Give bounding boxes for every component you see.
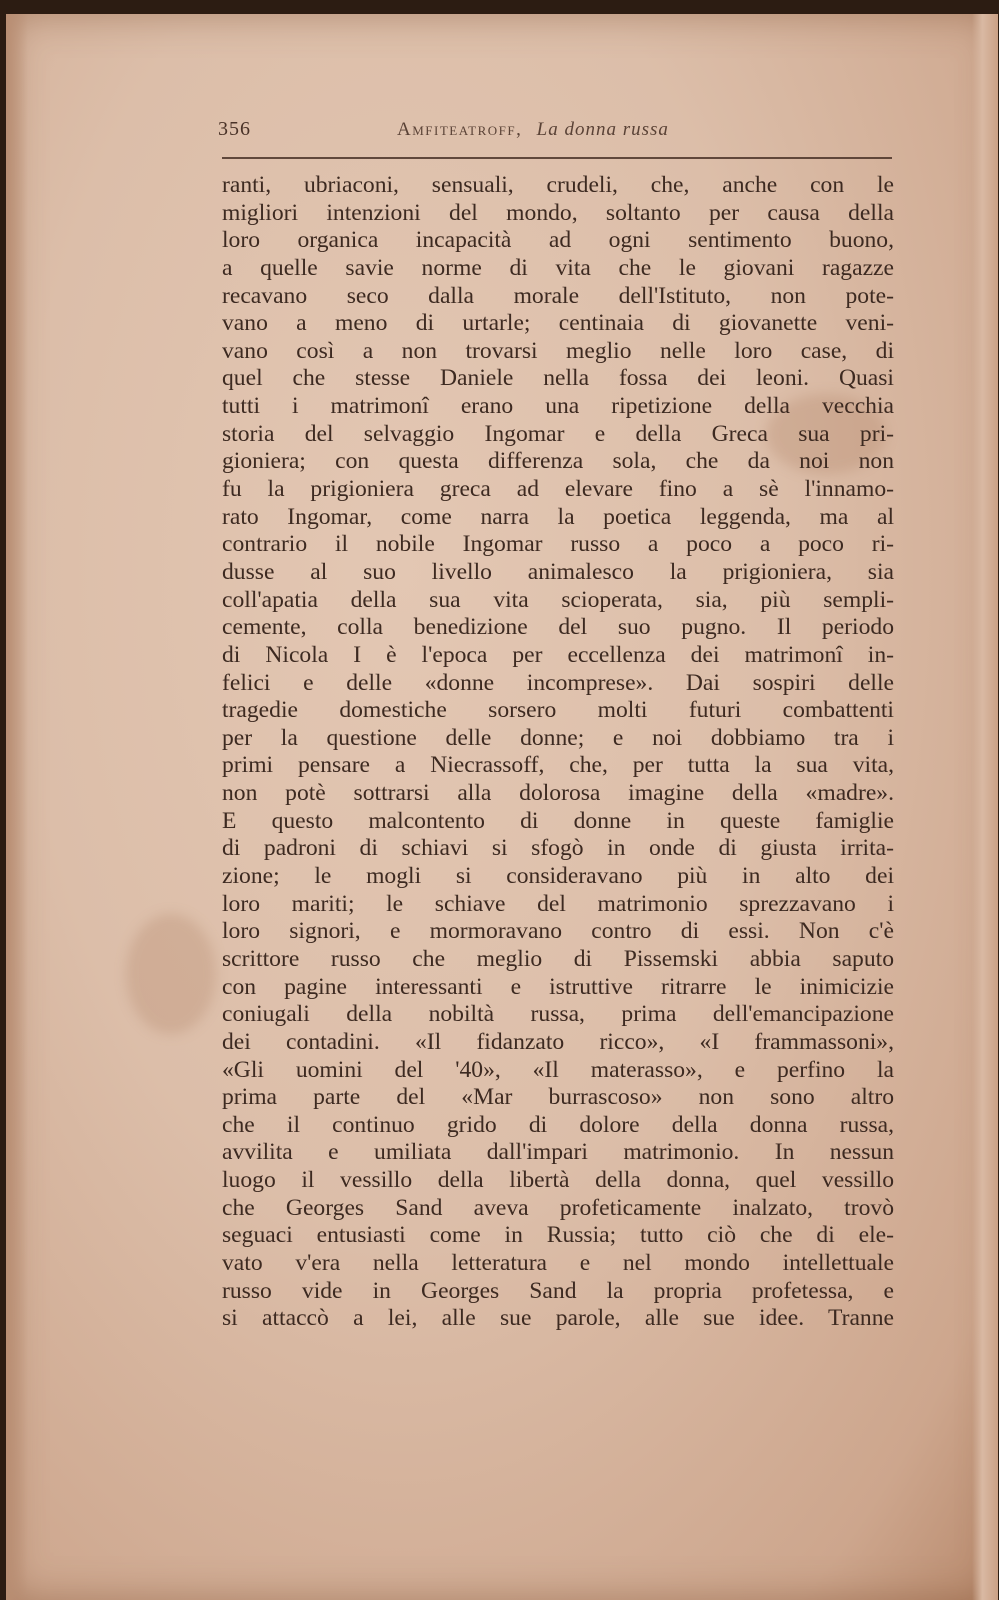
text-line: ranti, ubriaconi, sensuali, crudeli, che, anche con le xyxy=(222,172,894,198)
text-line: primi pensare a Niecrassoff, che, per tutta la sua vita, xyxy=(222,752,894,779)
text-line: «Gli uomini del '40», «Il materasso», e perfino la xyxy=(222,1056,894,1083)
text-line: coniugali della nobiltà russa, prima dell'emancipazione xyxy=(222,1001,894,1028)
text-line: seguaci entusiasti come in Russia; tutto ciò che di ele- xyxy=(222,1222,894,1249)
text-line: vano così a non trovarsi meglio nelle loro case, di xyxy=(222,337,894,364)
text-line: dei contadini. «Il fidanzato ricco», «I frammassoni», xyxy=(222,1028,894,1055)
text-line: di padroni di schiavi si sfogò in onde di giusta irrita- xyxy=(222,835,894,862)
text-line: loro organica incapacità ad ogni sentimento buono, xyxy=(222,227,894,254)
text-line: che il continuo grido di dolore della donna russa, xyxy=(222,1111,894,1138)
text-line: storia del selvaggio Ingomar e della Greca sua pri- xyxy=(222,420,894,447)
text-line: per la questione delle donne; e noi dobbiamo tra i xyxy=(222,724,894,751)
text-line: vano a meno di urtarle; centinaia di giovanette veni- xyxy=(222,310,894,337)
text-line: scrittore russo che meglio di Pissemski abbia saputo xyxy=(222,945,894,972)
text-line: felici e delle «donne incomprese». Dai sospiri delle xyxy=(222,669,894,696)
text-line: gioniera; con questa differenza sola, che da noi non xyxy=(222,448,894,475)
text-line: migliori intenzioni del mondo, soltanto per causa della xyxy=(222,199,894,226)
text-line: prima parte del «Mar burrascoso» non sono altro xyxy=(222,1084,894,1111)
text-line: dusse al suo livello animalesco la prigioniera, sia xyxy=(222,558,894,585)
page-number: 356 xyxy=(218,118,251,140)
text-line: contrario il nobile Ingomar russo a poco a poco ri- xyxy=(222,531,894,558)
running-head xyxy=(397,119,669,141)
text-line: tragedie domestiche sorsero molti futuri combattenti xyxy=(222,697,894,724)
text-line: loro signori, e mormoravano contro di essi. Non c'è xyxy=(222,918,894,945)
body-text xyxy=(222,172,894,1333)
text-line: di Nicola I è l'epoca per eccellenza dei matrimonî in- xyxy=(222,641,894,668)
text-line: coll'apatia della sua vita scioperata, sia, più sempli- xyxy=(222,586,894,613)
text-line: si attaccò a lei, alle sue parole, alle sue idee. Tranne xyxy=(222,1305,894,1332)
text-line: zione; le mogli si consideravano più in alto dei xyxy=(222,863,894,890)
text-line: luogo il vessillo della libertà della donna, quel vessillo xyxy=(222,1167,894,1194)
page-left-shadow xyxy=(6,14,28,1600)
text-line: tutti i matrimonî erano una ripetizione della vecchia xyxy=(222,393,894,420)
running-head-author: Amfiteatroff, xyxy=(397,119,523,140)
text-line: quel che stesse Daniele nella fossa dei leoni. Quasi xyxy=(222,365,894,392)
text-line: con pagine interessanti e istruttive ritrarre le inimicizie xyxy=(222,973,894,1000)
text-line: E questo malcontento di donne in queste famiglie xyxy=(222,807,894,834)
text-line: recavano seco dalla morale dell'Istituto, non pote- xyxy=(222,282,894,309)
paper-stain xyxy=(126,914,216,1034)
page-header xyxy=(212,114,892,144)
text-line: loro mariti; le schiave del matrimonio sprezzavano i xyxy=(222,890,894,917)
text-line: cemente, colla benedizione del suo pugno. Il periodo xyxy=(222,614,894,641)
text-line: non potè sottrarsi alla dolorosa imagine della «madre». xyxy=(222,780,894,807)
text-line: russo vide in Georges Sand la propria profetessa, e xyxy=(222,1277,894,1304)
text-line: fu la prigioniera greca ad elevare fino a sè l'innamo- xyxy=(222,476,894,503)
text-line: avvilita e umiliata dall'impari matrimonio. In nessun xyxy=(222,1139,894,1166)
text-line: vato v'era nella letteratura e nel mondo intellettuale xyxy=(222,1249,894,1276)
text-line: a quelle savie norme di vita che le giovani ragazze xyxy=(222,254,894,281)
page-right-edge xyxy=(972,14,998,1600)
text-line: che Georges Sand aveva profeticamente inalzato, trovò xyxy=(222,1194,894,1221)
running-head-title: La donna russa xyxy=(536,119,669,140)
header-rule xyxy=(222,157,892,159)
text-line: rato Ingomar, come narra la poetica leggenda, ma al xyxy=(222,503,894,530)
